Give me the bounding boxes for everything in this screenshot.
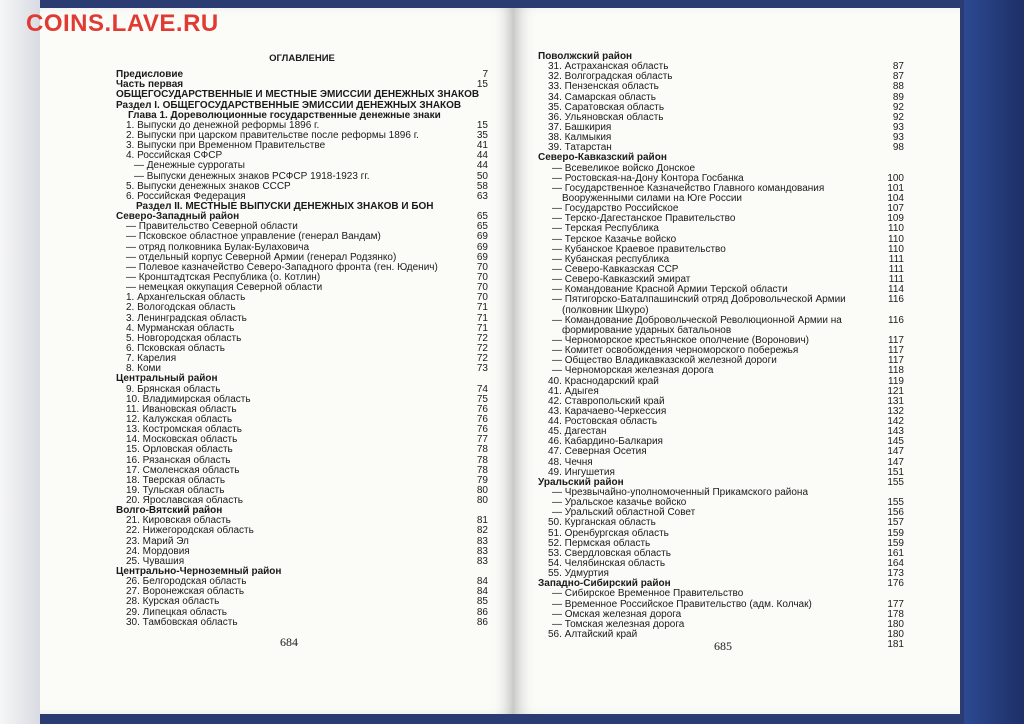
toc-entry-page: 176	[887, 578, 904, 590]
toc-entry-page: 121	[887, 385, 904, 397]
toc-entry-title: — Сибирское Временное Правительство	[552, 588, 744, 600]
toc-entry-title: — Кронштадтская Республика (о. Котлин)	[126, 271, 321, 283]
toc-entry-title: 44. Ростовская область	[548, 416, 658, 428]
toc-entry-title: 8. Коми	[126, 363, 161, 375]
toc-entry-page: 107	[887, 203, 904, 215]
toc-entry-title: 36. Ульяновская область	[548, 111, 664, 123]
toc-entry-title: 48. Чечня	[548, 456, 593, 468]
toc-entry-title: 28. Курская область	[126, 596, 220, 608]
toc-entry-title: 51. Оренбургская область	[548, 527, 669, 539]
toc-entry-page: 78	[476, 454, 488, 466]
toc-entry-title: ОБЩЕГОСУДАРСТВЕННЫЕ И МЕСТНЫЕ ЭМИССИИ ДЕНЕЖНЫХ ЗНАКОВ	[116, 89, 480, 101]
toc-entry-page: 93	[892, 121, 904, 133]
toc-entry-page: 177	[887, 598, 904, 610]
toc-entry-title: 17. Смоленская область	[126, 464, 240, 476]
toc-entry	[116, 445, 488, 455]
toc-entry-title: — Черноморская железная дорога	[552, 365, 714, 377]
toc-entry-page: 78	[476, 444, 488, 456]
toc-entry-title: Центрально-Черноземный район	[116, 566, 282, 578]
toc-entry-title: — Всевеликое войско Донское	[552, 162, 696, 174]
toc-entry-page: 72	[476, 353, 488, 365]
toc-entry-title: 30. Тамбовская область	[126, 616, 238, 628]
toc-entry-title: Вооруженными силами на Юге России	[562, 192, 742, 204]
toc-entry-page: 89	[892, 91, 904, 103]
toc-entry-page: 114	[888, 284, 904, 296]
toc-entry-title: — Командование Добровольческой Революционной Армии на	[552, 314, 842, 326]
toc-entry-title: — Государство Российское	[552, 203, 679, 215]
toc-entry-title: 32. Волгоградская область	[548, 71, 673, 83]
toc-entry-page: 111	[888, 263, 904, 275]
toc-entry-page: 78	[476, 464, 488, 476]
toc-entry-title: 23. Марий Эл	[126, 535, 189, 547]
toc-entry-page: 142	[887, 416, 904, 428]
toc-entry-title: Раздел II. МЕСТНЫЕ ВЫПУСКИ ДЕНЕЖНЫХ ЗНАКОВ И БОН	[136, 200, 434, 212]
toc-entry-page: 80	[476, 484, 488, 496]
toc-entry-title: 16. Рязанская область	[126, 454, 231, 466]
toc-entry-page: 50	[476, 170, 488, 182]
toc-entry-page: 173	[887, 568, 904, 580]
toc-entry-title: — Командование Красной Армии Терской области	[552, 284, 788, 296]
watermark: COINS.LAVE.RU	[26, 10, 219, 37]
toc-entry-title: 43. Карачаево-Черкессия	[548, 405, 667, 417]
toc-entry-title: 49. Ингушетия	[548, 466, 615, 478]
toc-entry-title: 37. Башкирия	[548, 121, 612, 133]
toc-entry-page: 83	[476, 555, 488, 567]
toc-entry-title: 11. Ивановская область	[126, 403, 237, 415]
toc-entry	[116, 303, 488, 313]
toc-entry-page: 86	[476, 606, 488, 618]
toc-entry-page: 155	[887, 476, 904, 488]
toc-entry-title: 5. Новгородская область	[126, 332, 242, 344]
toc-entry-page: 72	[476, 332, 488, 344]
toc-entry-page: 92	[892, 101, 904, 113]
toc-entry-page: 15	[476, 119, 488, 131]
toc-entry-page: 71	[476, 302, 488, 314]
toc-entry-title: — немецкая оккупация Северной области	[126, 282, 323, 294]
toc-entry-title: 24. Мордовия	[126, 545, 190, 557]
right-page	[514, 8, 960, 714]
toc-entry-page: 110	[888, 223, 904, 235]
toc-entry-title: 45. Дагестан	[548, 426, 607, 438]
toc-entry-page: 118	[888, 365, 904, 377]
toc-entry-title: 2. Выпуски при царском правительстве после реформы 1896 г.	[126, 130, 419, 141]
toc-entry-page: 101	[887, 182, 904, 194]
toc-entry-title: Глава 1. Дореволюционные государственные денежные знаки	[128, 109, 441, 121]
toc-title: ОГЛАВЛЕНИЕ	[269, 53, 335, 64]
toc-entry-page: 161	[887, 547, 904, 559]
toc-entry-title: — Уральское казачье войско	[552, 497, 687, 509]
toc-entry-title: 41. Адыгея	[548, 385, 599, 397]
toc-entry-page: 98	[892, 142, 904, 154]
toc-entry-page: 74	[476, 383, 488, 395]
toc-entry-page: 100	[887, 172, 904, 184]
toc-entry-page: 110	[888, 233, 904, 245]
toc-entry-page: 111	[888, 253, 904, 265]
book-cover-right	[964, 0, 1024, 724]
toc-entry-title: 54. Челябинская область	[548, 558, 666, 570]
toc-entry-page: 7	[482, 69, 488, 81]
toc-entry-title: 47. Северная Осетия	[548, 446, 647, 458]
toc-entry-page: 70	[476, 282, 488, 294]
toc-entry-title: 6. Российская Федерация	[126, 190, 246, 202]
toc-entry-page: 116	[888, 314, 904, 326]
toc-entry-title: 46. Кабардино-Балкария	[548, 436, 663, 448]
toc-entry	[116, 618, 488, 628]
toc-entry-title: Центральный район	[116, 373, 218, 385]
toc-entry-page: 143	[887, 426, 904, 438]
toc-entry-title: 27. Воронежская область	[126, 586, 245, 598]
toc-entry-title: 5. Выпуски денежных знаков СССР	[126, 180, 291, 192]
toc-entry-title: — Общество Владикавказской железной дороги	[552, 355, 777, 367]
toc-entry-page: 180	[887, 618, 904, 630]
toc-entry-page: 156	[887, 507, 904, 519]
toc-entry-page: 58	[476, 180, 488, 192]
toc-entry-page: 71	[476, 312, 488, 324]
toc-entry-title: 4. Мурманская область	[126, 322, 235, 334]
toc-entry-page: 69	[476, 241, 488, 253]
toc-entry-title: 31. Астраханская область	[548, 61, 669, 73]
toc-entry-title: 21. Кировская область	[126, 515, 231, 527]
toc-entry-page: 109	[887, 213, 904, 225]
toc-entry-title: — Псковское областное управление (генерал Вандам)	[126, 231, 381, 243]
toc-entry-page: 76	[476, 424, 488, 436]
toc-entry-page: 119	[888, 375, 904, 387]
toc-entry-title: 14. Московская область	[126, 434, 238, 446]
toc-entry-title: Уральский район	[538, 476, 624, 488]
toc-entry-page: 35	[476, 130, 488, 141]
toc-entry-title: — Полевое казначейство Северо-Западного фронта (ген. Юденич)	[126, 261, 438, 273]
toc-entry	[538, 224, 904, 234]
toc-entry-page: 147	[887, 456, 904, 468]
toc-entry-title: Волго-Вятский район	[116, 505, 223, 517]
toc-entry-title: 3. Выпуски при Временном Правительстве	[126, 140, 326, 152]
toc-entry-title: 7. Карелия	[126, 353, 177, 365]
toc-right-column	[538, 52, 904, 650]
toc-entry-page: 157	[887, 517, 904, 529]
toc-entry-page: 84	[476, 576, 488, 588]
toc-entry-title: — Денежные суррогаты	[134, 160, 245, 172]
toc-entry-page: 83	[476, 545, 488, 557]
toc-entry-title: Раздел I. ОБЩЕГОСУДАРСТВЕННЫЕ ЭМИССИИ ДЕНЕЖНЫХ ЗНАКОВ	[116, 99, 462, 111]
toc-entry-title: 9. Брянская область	[126, 383, 221, 395]
toc-entry-title: 18. Тверская область	[126, 474, 226, 486]
toc-entry-title: — Пятигорско-Баталпашинский отряд Добровольческой Армии	[552, 294, 846, 306]
toc-entry	[538, 447, 904, 457]
toc-entry-title: — Комитет освобождения черноморского побережья	[552, 345, 799, 357]
toc-entry-page: 70	[476, 292, 488, 304]
toc-entry-title: 42. Ставропольский край	[548, 395, 665, 407]
toc-entry-title: 20. Ярославская область	[126, 495, 243, 507]
toc-entry-page: 88	[892, 81, 904, 93]
toc-entry-title: 55. Удмуртия	[548, 568, 609, 580]
toc-entry-title: — Ростовская-на-Дону Контора Госбанка	[552, 172, 744, 184]
toc-entry-title: — Терско-Дагестанское Правительство	[552, 213, 736, 225]
toc-entry-title: 12. Калужская область	[126, 413, 233, 425]
toc-entry-title: — Чрезвычайно-уполномоченный Прикамского района	[552, 487, 809, 499]
toc-entry-title: Предисловие	[116, 69, 184, 81]
toc-entry-title: — отдельный корпус Северной Армии (генерал Родзянко)	[126, 251, 397, 263]
toc-entry-title: 40. Краснодарский край	[548, 375, 659, 387]
toc-entry-page: 83	[476, 535, 488, 547]
toc-entry-page: 93	[892, 132, 904, 144]
toc-entry-title: 29. Липецкая область	[126, 606, 227, 618]
toc-entry	[538, 295, 904, 305]
toc-entry-page: 178	[887, 608, 904, 620]
toc-entry	[116, 354, 488, 364]
toc-entry-title: — Омская железная дорога	[552, 608, 682, 620]
toc-entry-title: 52. Пермская область	[548, 537, 651, 549]
toc-entry-page: 76	[476, 403, 488, 415]
toc-entry-title: 38. Калмыкия	[548, 132, 612, 144]
toc-left-column	[116, 54, 488, 628]
toc-entry-title: 1. Выпуски до денежной реформы 1896 г.	[126, 119, 320, 131]
toc-entry-page: 110	[888, 243, 904, 255]
toc-entry-page: 15	[476, 79, 488, 91]
book-cover-left	[0, 0, 40, 724]
toc-entry-title: Часть первая	[116, 79, 184, 91]
toc-entry-page: 65	[476, 221, 488, 233]
toc-entry-title: Западно-Сибирский район	[538, 578, 671, 590]
toc-entry-title: — Выпуски денежных знаков РСФСР 1918-1923 гг.	[134, 170, 370, 182]
toc-entry-title: Поволжский район	[538, 51, 633, 62]
toc-entry-title: 15. Орловская область	[126, 444, 233, 456]
toc-entry-page: 72	[476, 342, 488, 354]
page-number-right: 685	[714, 639, 732, 653]
toc-entry-page: 70	[476, 261, 488, 273]
toc-entry	[538, 366, 904, 376]
toc-entry-page: 92	[892, 111, 904, 123]
toc-right-entries	[538, 52, 904, 650]
toc-entry-title: — Терская Республика	[552, 223, 659, 235]
toc-entry-page: 181	[887, 639, 904, 651]
toc-entry-page: 111	[888, 274, 904, 286]
toc-entry-title: — Кубанская республика	[552, 253, 670, 265]
toc-entry-title: — отряд полковника Булак-Булаховича	[126, 241, 310, 253]
toc-entry-page: 159	[887, 537, 904, 549]
toc-entry-title: 3. Ленинградская область	[126, 312, 247, 324]
toc-entry-page: 117	[888, 345, 904, 357]
toc-entry-page: 159	[887, 527, 904, 539]
toc-entry-title: 6. Псковская область	[126, 342, 225, 354]
toc-left-entries	[116, 70, 488, 628]
toc-entry-page: 73	[476, 363, 488, 375]
toc-entry-title: — Временное Российское Правительство (адм. Колчак)	[552, 598, 812, 610]
toc-entry-title: — Государственное Казначейство Главного командования	[552, 182, 825, 194]
toc-entry-title: Северо-Западный район	[116, 211, 240, 223]
toc-entry-title: 19. Тульская область	[126, 484, 225, 496]
toc-entry-page: 164	[887, 558, 904, 570]
toc-entry-page: 63	[476, 190, 488, 202]
toc-entry-page: 86	[476, 616, 488, 628]
toc-entry-title: 25. Чувашия	[126, 555, 185, 567]
toc-entry-title: 39. Татарстан	[548, 142, 612, 154]
toc-entry-title: 26. Белгородская область	[126, 576, 247, 588]
toc-entry-page: 151	[887, 466, 904, 478]
toc-entry-page: 71	[476, 322, 488, 334]
toc-entry-title: 34. Самарская область	[548, 91, 656, 103]
toc-entry-title: 4. Российская СФСР	[126, 150, 223, 162]
toc-entry-page: 147	[887, 446, 904, 458]
toc-entry-page: 117	[888, 334, 904, 346]
toc-entry-title: — Северо-Кавказский эмират	[552, 274, 691, 286]
toc-entry-title: 22. Нижегородская область	[126, 525, 254, 537]
toc-entry-page: 41	[476, 140, 488, 152]
toc-entry-page: 87	[892, 71, 904, 83]
toc-entry-page: 81	[476, 515, 488, 527]
toc-entry-page: 145	[887, 436, 904, 448]
toc-entry-title: — Правительство Северной области	[126, 221, 298, 233]
toc-entry-page: 77	[476, 434, 488, 446]
toc-entry-page: 117	[888, 355, 904, 367]
toc-entry-title: Северо-Кавказский район	[538, 152, 667, 164]
toc-entry-title: (полковник Шкуро)	[562, 304, 649, 316]
toc-entry-page: 79	[476, 474, 488, 486]
toc-entry-title: — Кубанское Краевое правительство	[552, 243, 726, 255]
toc-entry-page: 180	[887, 629, 904, 641]
toc-entry-title: 33. Пензенская область	[548, 81, 659, 93]
toc-entry-page: 87	[892, 61, 904, 73]
toc-entry-page: 76	[476, 413, 488, 425]
toc-entry-page: 44	[476, 150, 488, 162]
toc-entry-title: 13. Костромская область	[126, 424, 243, 436]
toc-entry-page: 84	[476, 586, 488, 598]
toc-entry-title: — Томская железная дорога	[552, 618, 685, 630]
toc-entry-title: 2. Вологодская область	[126, 302, 236, 314]
toc-entry-title: 10. Владимирская область	[126, 393, 251, 405]
toc-entry-title: — Черноморское крестьянское ополчение (Воронович)	[552, 334, 810, 346]
toc-entry-title: 56. Алтайский край	[548, 629, 638, 641]
toc-entry-page: 44	[476, 160, 488, 172]
toc-entry-page: 80	[476, 495, 488, 507]
left-page	[40, 8, 514, 714]
toc-entry-page: 85	[476, 596, 488, 608]
toc-entry-page: 116	[888, 294, 904, 306]
toc-entry-page: 155	[887, 497, 904, 509]
toc-entry-page: 132	[887, 405, 904, 417]
toc-entry-title: — Уральский областной Совет	[552, 507, 696, 519]
toc-entry-title: 35. Саратовская область	[548, 101, 665, 113]
toc-entry-page: 65	[476, 211, 488, 223]
toc-entry-page: 104	[887, 192, 904, 204]
toc-entry-title: 1. Архангельская область	[126, 292, 246, 304]
toc-entry-title: 53. Свердловская область	[548, 547, 671, 559]
toc-entry-page: 70	[476, 271, 488, 283]
toc-entry-title: формирование ударных батальонов	[562, 324, 732, 336]
toc-entry-title: — Терское Казачье войско	[552, 233, 677, 245]
toc-entry-page: 69	[476, 231, 488, 243]
toc-entry-page: 69	[476, 251, 488, 263]
toc-entry-page: 131	[887, 395, 904, 407]
toc-entry-page: 75	[476, 393, 488, 405]
toc-entry-page: 82	[476, 525, 488, 537]
toc-entry-title: — Северо-Кавказская ССР	[552, 263, 679, 275]
page-number-left: 684	[280, 635, 298, 649]
toc-heading	[116, 374, 488, 384]
toc-entry-title: 50. Курганская область	[548, 517, 656, 529]
